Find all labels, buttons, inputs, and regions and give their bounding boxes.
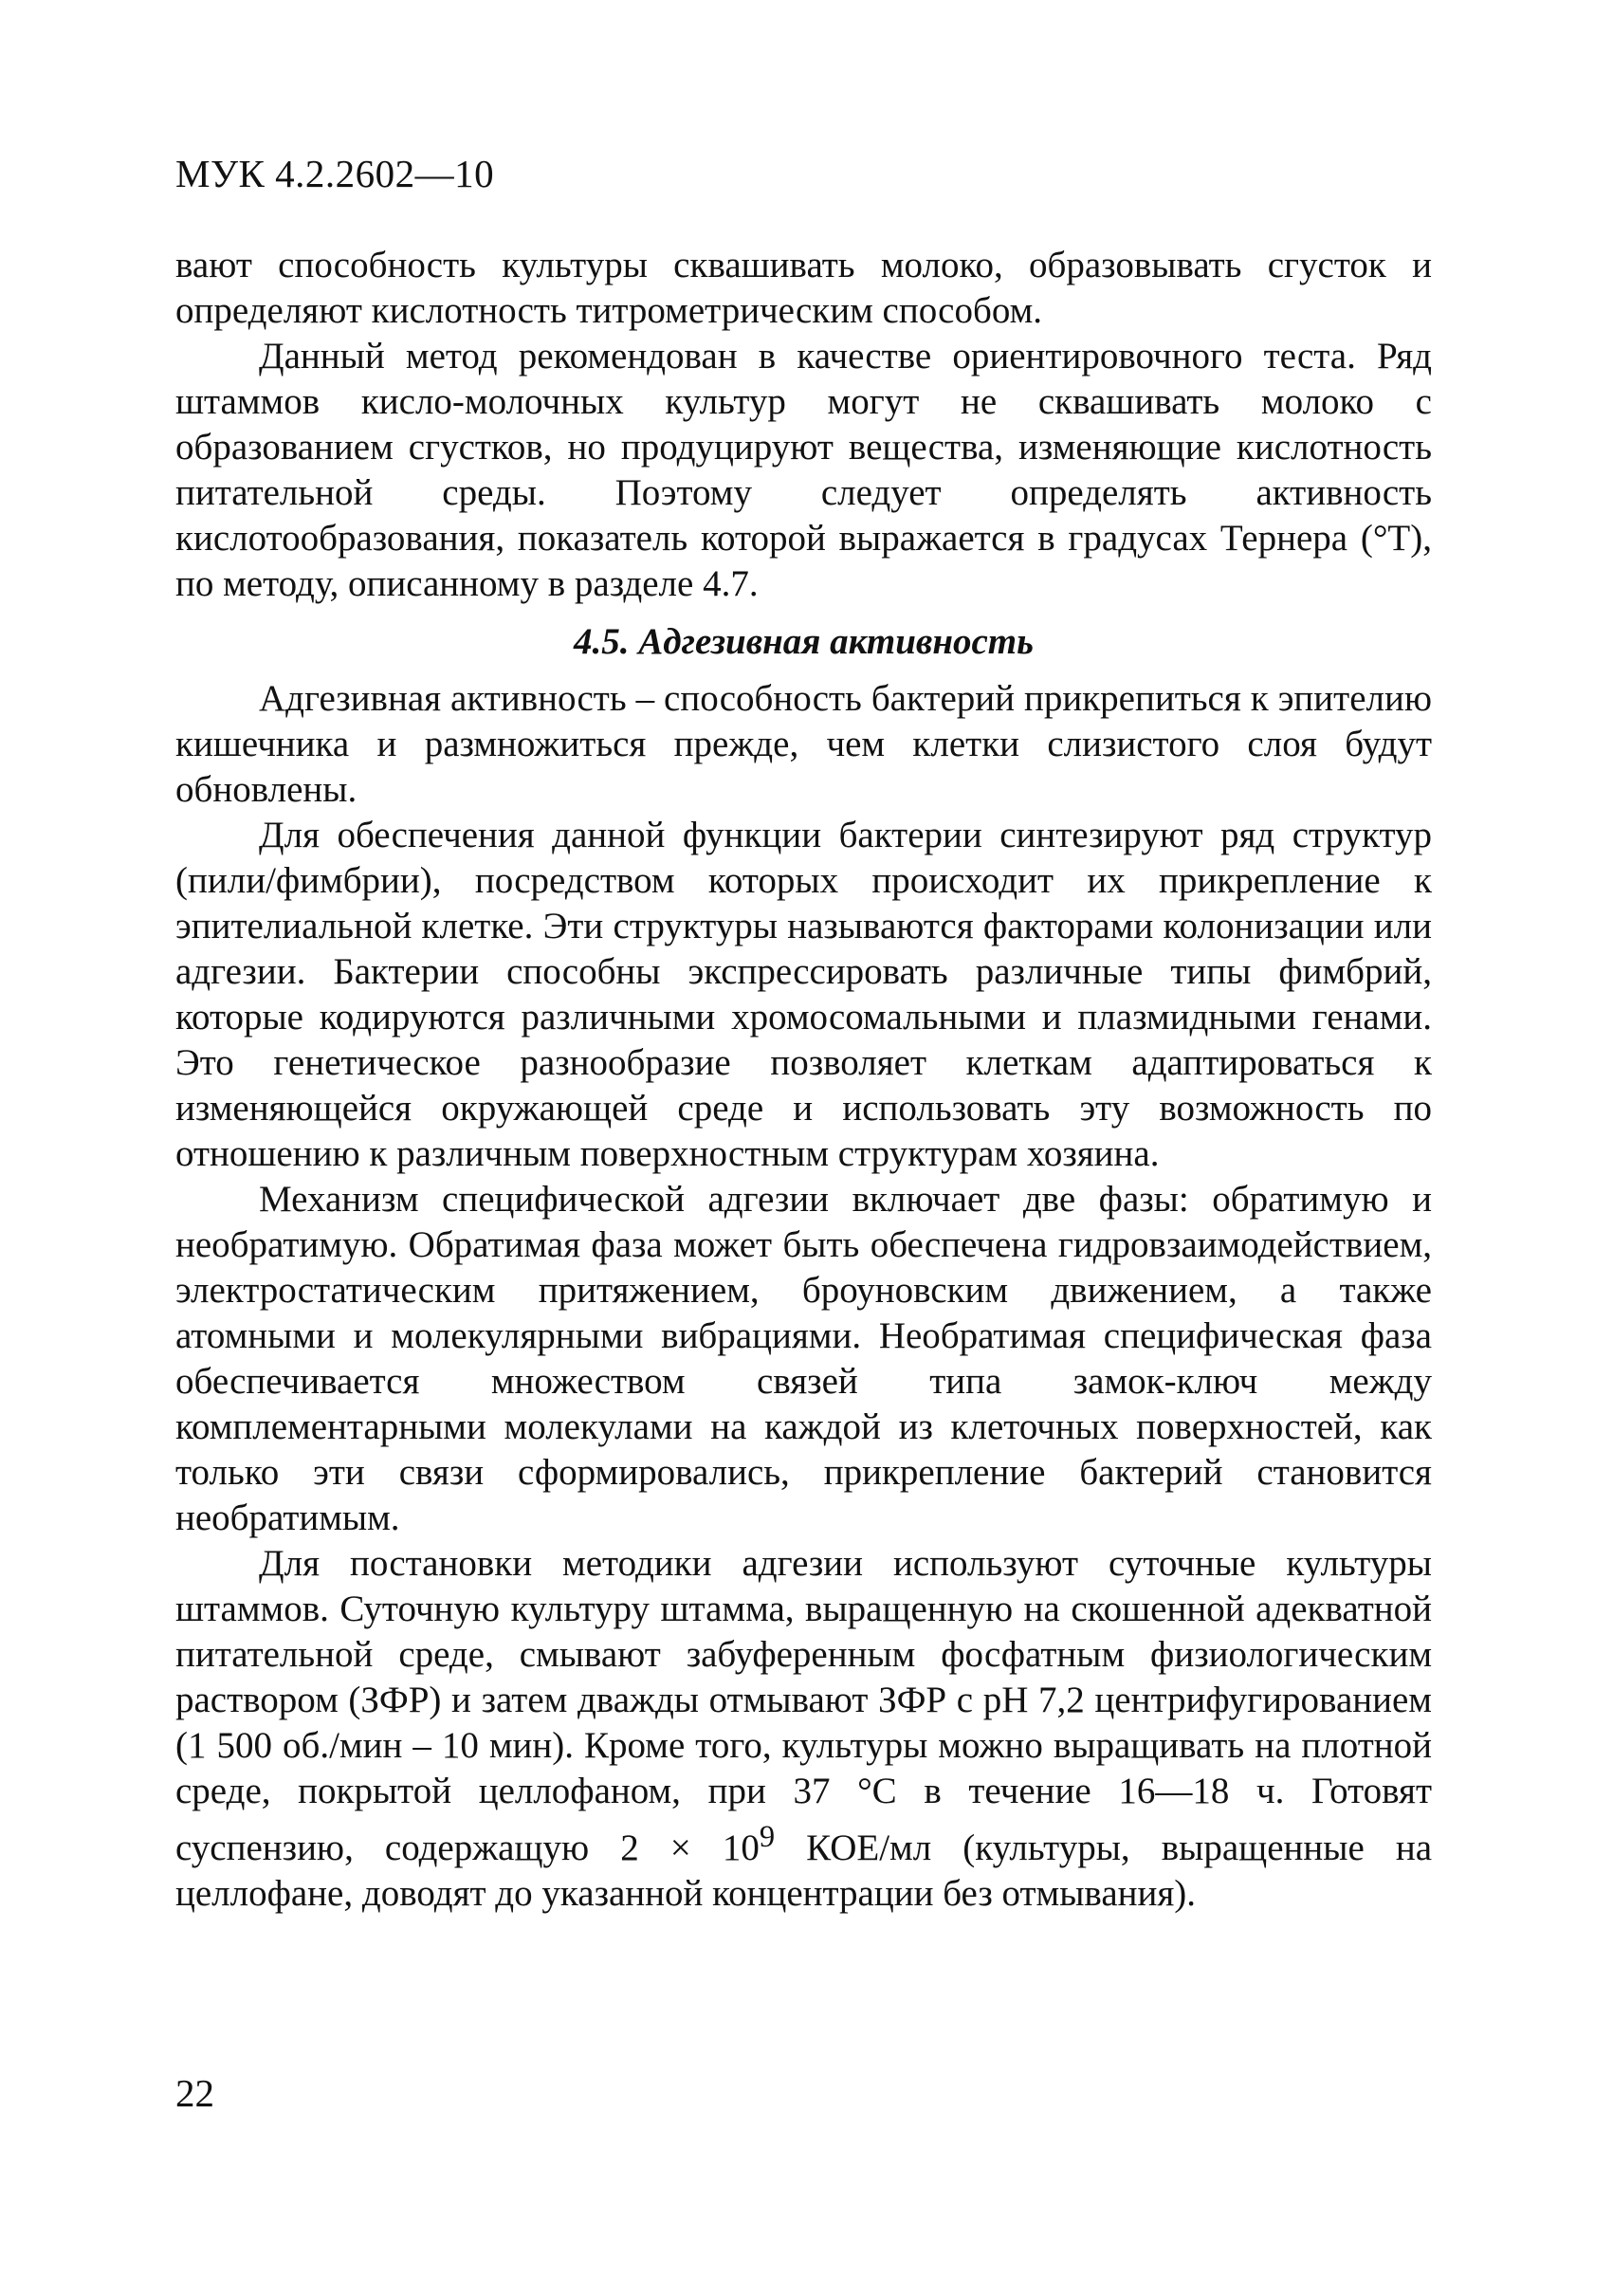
paragraph-continuation: вают способность культуры сквашивать молоко, образовывать сгусток и определяют кислотность титрометрическим способом. (175, 245, 1432, 331)
method-text-part1: Для постановки методики адгезии используют суточные культуры штаммов. Суточную культуру штамма, выращенную на скошенной адекватной питательной среде, смывают забуференным фосфатным физиологическим раствором (ЗФР) и затем дважды отмывают ЗФР с pH 7,2 центрифугированием (1 500 об./мин – 10 мин). Кроме того, культуры можно выращивать на плотной среде, покрытой целлофаном, при 37 °С в течение 16—18 ч. Готовят суспензию, содержащую 2 × 10 (175, 1543, 1432, 1868)
running-header: МУК 4.2.2602—10 (175, 152, 495, 195)
paragraph-method-note: Данный метод рекомендован в качестве ориентировочного теста. Ряд штаммов кисло-молочных культур могут не сквашивать молоко с образованием сгустков, но продуцируют вещества, изменяющие кислотность питательной среды. Поэтому следует определять активность кислотообразования, показатель которой выражается в градусах Тернера (°Т), по методу, описанному в разделе 4.7. (175, 336, 1432, 604)
paragraph-adhesion-mechanism: Механизм специфической адгезии включает две фазы: обратимую и необратимую. Обратимая фаза может быть обеспечена гидровзаимодействием, электростатическим притяжением, броуновским движением, а также атомными и молекулярными вибрациями. Необратимая специфическая фаза обеспечивается множеством связей типа замок-ключ между комплементарными молекулами на каждой из клеточных поверхностей, как только эти связи сформировались, прикрепление бактерий становится необратимым. (175, 1179, 1432, 1538)
paragraph-adhesion-method (175, 1541, 1432, 1917)
paragraph-adhesion-definition: Адгезивная активность – способность бактерий прикрепиться к эпителию кишечника и размножиться прежде, чем клетки слизистого слоя будут обновлены. (175, 678, 1432, 810)
section-heading: 4.5. Адгезивная активность (574, 621, 1034, 662)
body-text (175, 243, 1432, 1917)
paragraph-adhesion-structures: Для обеспечения данной функции бактерии синтезируют ряд структур (пили/фимбрии), посредством которых происходит их прикрепление к эпителиальной клетке. Эти структуры называются факторами колонизации или адгезии. Бактерии способны экспрессировать различные типы фимбрий, которые кодируются различными хромосомальными и плазмидными генами. Это генетическое разнообразие позволяет клеткам адаптироваться к изменяющейся окружающей среде и использовать эту возможность по отношению к различным поверхностным структурам хозяина. (175, 815, 1432, 1174)
method-text-part2: КОЕ/мл (культуры, выращенные на целлофане, доводят до указанной концентрации без отмывания). (175, 1828, 1433, 1914)
method-exponent: 9 (759, 1820, 776, 1854)
page-number: 22 (175, 2071, 214, 2115)
